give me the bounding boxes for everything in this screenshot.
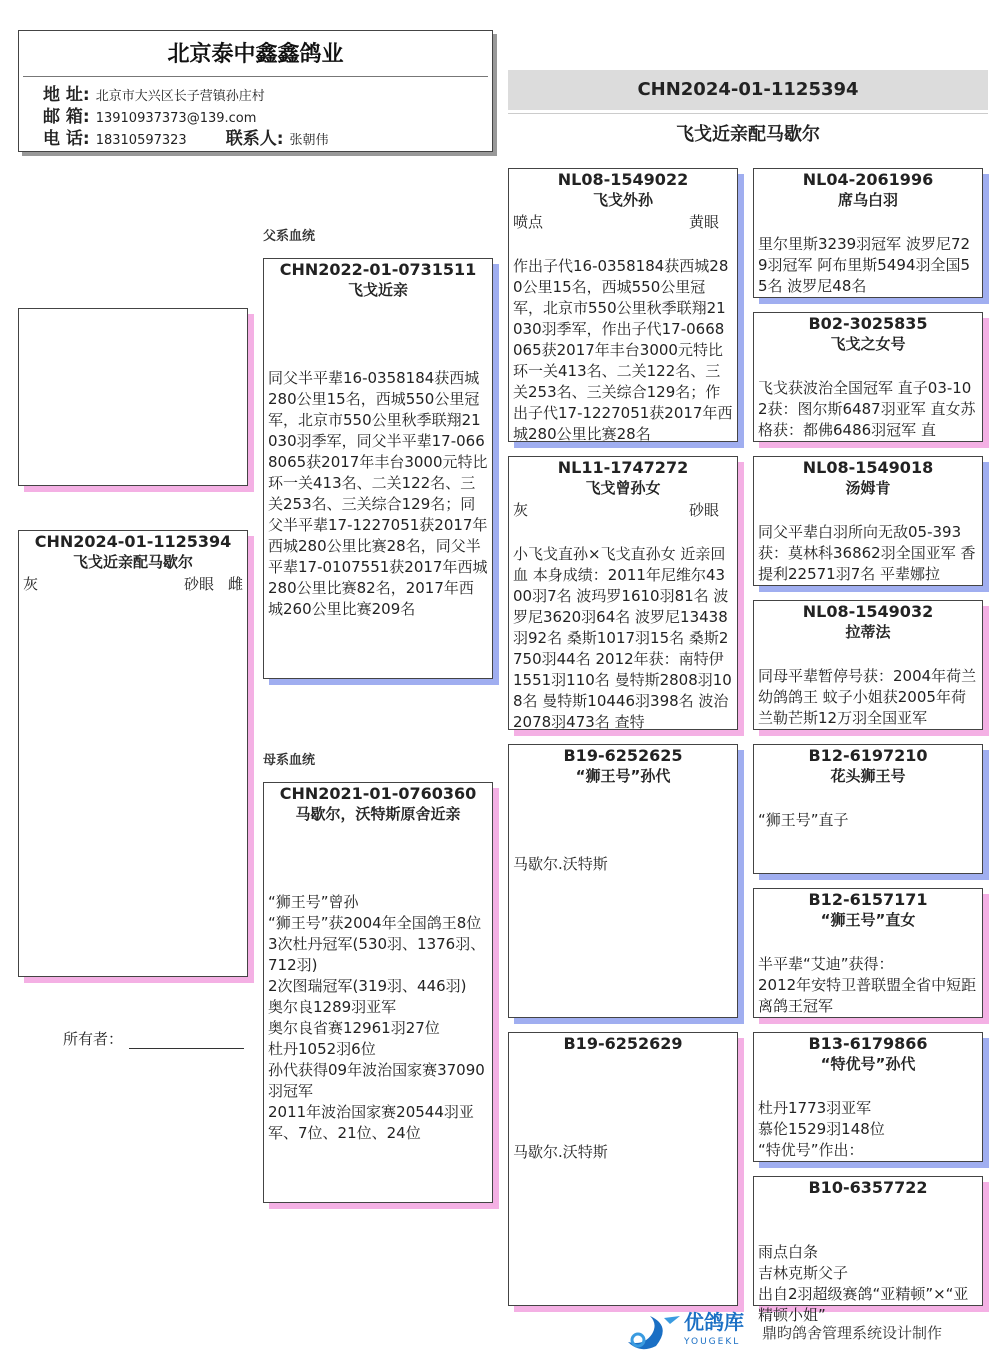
ring-number: B12-6157171	[808, 890, 928, 909]
ring-number: B10-6357722	[808, 1178, 928, 1197]
brand-name-en: YOUGEKL	[684, 1337, 741, 1347]
loft-title: 北京泰中鑫鑫鸽业	[167, 42, 344, 67]
dam-pedigree-box	[508, 456, 738, 730]
subject-box	[18, 530, 248, 977]
sire-line-label: 父系血统	[263, 229, 316, 244]
sire-pedigree-box	[753, 168, 983, 298]
ring-number: B02-3025835	[808, 314, 928, 333]
pigeon-description: 里尔里斯3239羽冠军 波罗尼729羽冠军 阿布里斯5494羽全国55名 波罗尼48名	[758, 235, 971, 295]
ring-number: NL08-1549022	[557, 170, 689, 189]
brand-logo	[684, 1312, 744, 1352]
dam-pedigree-box	[753, 600, 983, 730]
pigeon-name: 席乌白羽	[837, 191, 898, 209]
subject-color: 灰	[23, 575, 39, 593]
pigeon-description: 马歇尔.沃特斯	[513, 1143, 608, 1161]
pigeon-name: 飞戈之女号	[830, 335, 906, 353]
loft-info-card	[18, 30, 493, 152]
dam-line-label: 母系血统	[263, 753, 316, 768]
pigeon-description: 小飞戈直孙×飞戈直孙女 近亲回血 本身成绩：2011年尼维尔4300羽7名 波玛罗1610羽81名 波罗尼3620羽64名 波罗尼13438羽92名 桑斯1017羽15名 桑斯2750羽44名 2012年获：南特伊1551羽110名 曼特斯2808羽108名 曼特斯10446羽398名 波治2078羽473名 查特	[513, 545, 732, 731]
ring-number: B13-6179866	[808, 1034, 928, 1053]
pigeon-description: 同父半平辈16-0358184获西城280公里15名，西城550公里冠军，北京市550公里秋季联翔21030羽季军，同父半平辈17-0668065获2017年丰台3000元特比环一关413名、二关122名、三关253名、三关综合129名；同父半平辈17-1227051获2017年西城280公里比赛28名，同父半平辈17-0107551获2017年西城280公里比赛82名，2017年西城260公里比赛209名	[268, 369, 488, 618]
pigeon-description: 作出子代16-0358184获西城280公里15名，西城550公里冠军，北京市550公里秋季联翔21030羽季军，作出子代17-0668065获2017年丰台3000元特比环一关413名、二关122名、三关253名、三关综合129名；作出子代17-1227051获2017年西城280公里比赛28名	[513, 257, 733, 443]
pigeon-description: 同父平辈白羽所向无敌05-393获：莫林科36862羽全国亚军 香提利22571羽7名 平辈娜拉	[758, 523, 976, 583]
owner-line	[129, 1032, 244, 1049]
yougeku-logo-icon	[620, 1312, 684, 1352]
ring-number: NL04-2061996	[802, 170, 934, 189]
sire-pedigree-box	[508, 744, 738, 1018]
subject-sex: 雌	[227, 575, 243, 593]
dam-pedigree-box	[753, 312, 983, 442]
pigeon-name: “特优号”孙代	[820, 1055, 916, 1073]
photo-box	[18, 308, 248, 486]
pigeon-name: 马歇尔，沃特斯原舍近亲	[295, 805, 461, 823]
subject-name: 飞戈近亲配马歇尔	[72, 553, 193, 571]
address: 北京市大兴区长子营镇孙庄村	[95, 89, 265, 104]
pigeon-name: 汤姆肯	[845, 479, 891, 497]
ring-number: NL08-1549018	[802, 458, 934, 477]
sire-pedigree-box	[753, 744, 983, 874]
dam-pedigree-box	[753, 888, 983, 1018]
pigeon-description: 雨点白条 吉林克斯父子 出自2羽超级赛鸽“亚精顿”×“亚精顿小姐”	[758, 1243, 969, 1324]
owner-field	[63, 1028, 244, 1049]
owner-label: 所有者：	[63, 1030, 124, 1048]
email-label: 邮 箱:	[43, 107, 90, 127]
address-label: 地 址:	[43, 85, 90, 105]
feather-color: 喷点	[513, 213, 544, 231]
pigeon-name: 飞戈外孙	[592, 191, 653, 209]
sire-pedigree-box	[508, 168, 738, 442]
ring-number: NL08-1549032	[802, 602, 934, 621]
feather-color: 灰	[513, 501, 529, 519]
pigeon-name: 飞戈近亲	[347, 281, 408, 299]
pigeon-name: 花头狮王号	[830, 767, 906, 785]
eye-type: 砂眼	[688, 501, 719, 519]
dam-pedigree-box	[508, 1032, 738, 1306]
sire-pedigree-box	[753, 456, 983, 586]
credit-text: 鼎昀鸽舍管理系统设计制作	[762, 1323, 943, 1342]
dam-pedigree-box	[263, 782, 493, 1203]
pigeon-description: 杜丹1773羽亚军 慕伦1529羽148位 “特优号”作出：	[758, 1099, 885, 1159]
pigeon-name	[509, 1054, 737, 1076]
pigeon-description: “狮王号”直子	[758, 811, 849, 829]
pigeon-description: 同母平辈暂停号获：2004年荷兰幼鸽鸽王 蚊子小姐获2005年荷兰勒芒斯12万羽全国亚军	[758, 667, 977, 727]
email: 13910937373@139.com	[95, 111, 257, 126]
sire-pedigree-box	[263, 258, 493, 679]
contact: 张朝伟	[289, 133, 329, 148]
phone-label: 电 话:	[43, 129, 90, 149]
pigeon-description: 马歇尔.沃特斯	[513, 855, 608, 873]
divider	[23, 76, 488, 77]
ring-number: CHN2021-01-0760360	[279, 784, 477, 803]
dam-pedigree-box	[753, 1176, 983, 1324]
ring-number: B19-6252629	[563, 1034, 683, 1053]
banner-title: 飞戈近亲配马歇尔	[676, 124, 820, 145]
divider	[508, 113, 988, 114]
subject-eye: 砂眼	[183, 575, 214, 593]
ring-number: B12-6197210	[808, 746, 928, 765]
eye-type: 黄眼	[688, 213, 719, 231]
banner-ring: CHN2024-01-1125394	[508, 70, 988, 110]
pigeon-name: “狮王号”直女	[820, 911, 916, 929]
pigeon-description: “狮王号”曾孙 “狮王号”获2004年全国鸽王8位 3次杜丹冠军(530羽、1376羽、712羽) 2次图瑞冠军(319羽、446羽) 奥尔良1289羽亚军 奥尔良省赛12961羽27位 杜丹1052羽6位 孙代获得09年波治国家赛37090羽冠军 2011年波治国家赛20544羽亚军、7位、21位、24位	[268, 893, 486, 1142]
sire-pedigree-box	[753, 1032, 983, 1162]
pigeon-name: “狮王号”孙代	[575, 767, 671, 785]
pigeon-description: 飞戈获波治全国冠军 直子03-102获：图尔斯6487羽亚军 直女苏格获：都佛6486羽冠军 直	[758, 379, 976, 439]
phone: 18310597323	[95, 133, 187, 148]
brand-name: 优鸽库	[684, 1310, 744, 1334]
ring-number: B19-6252625	[563, 746, 683, 765]
contact-label: 联系人:	[225, 129, 284, 149]
ring-number: CHN2022-01-0731511	[279, 260, 477, 279]
pigeon-name	[754, 1198, 982, 1220]
ring-number: NL11-1747272	[557, 458, 689, 477]
footer	[620, 1312, 942, 1352]
subject-ring: CHN2024-01-1125394	[34, 532, 232, 551]
pigeon-description: 半平辈“艾迪”获得： 2012年安特卫普联盟全省中短距离鸽王冠军	[758, 955, 977, 1015]
pigeon-name: 飞戈曾孙女	[585, 479, 661, 497]
pigeon-name: 拉蒂法	[845, 623, 891, 641]
